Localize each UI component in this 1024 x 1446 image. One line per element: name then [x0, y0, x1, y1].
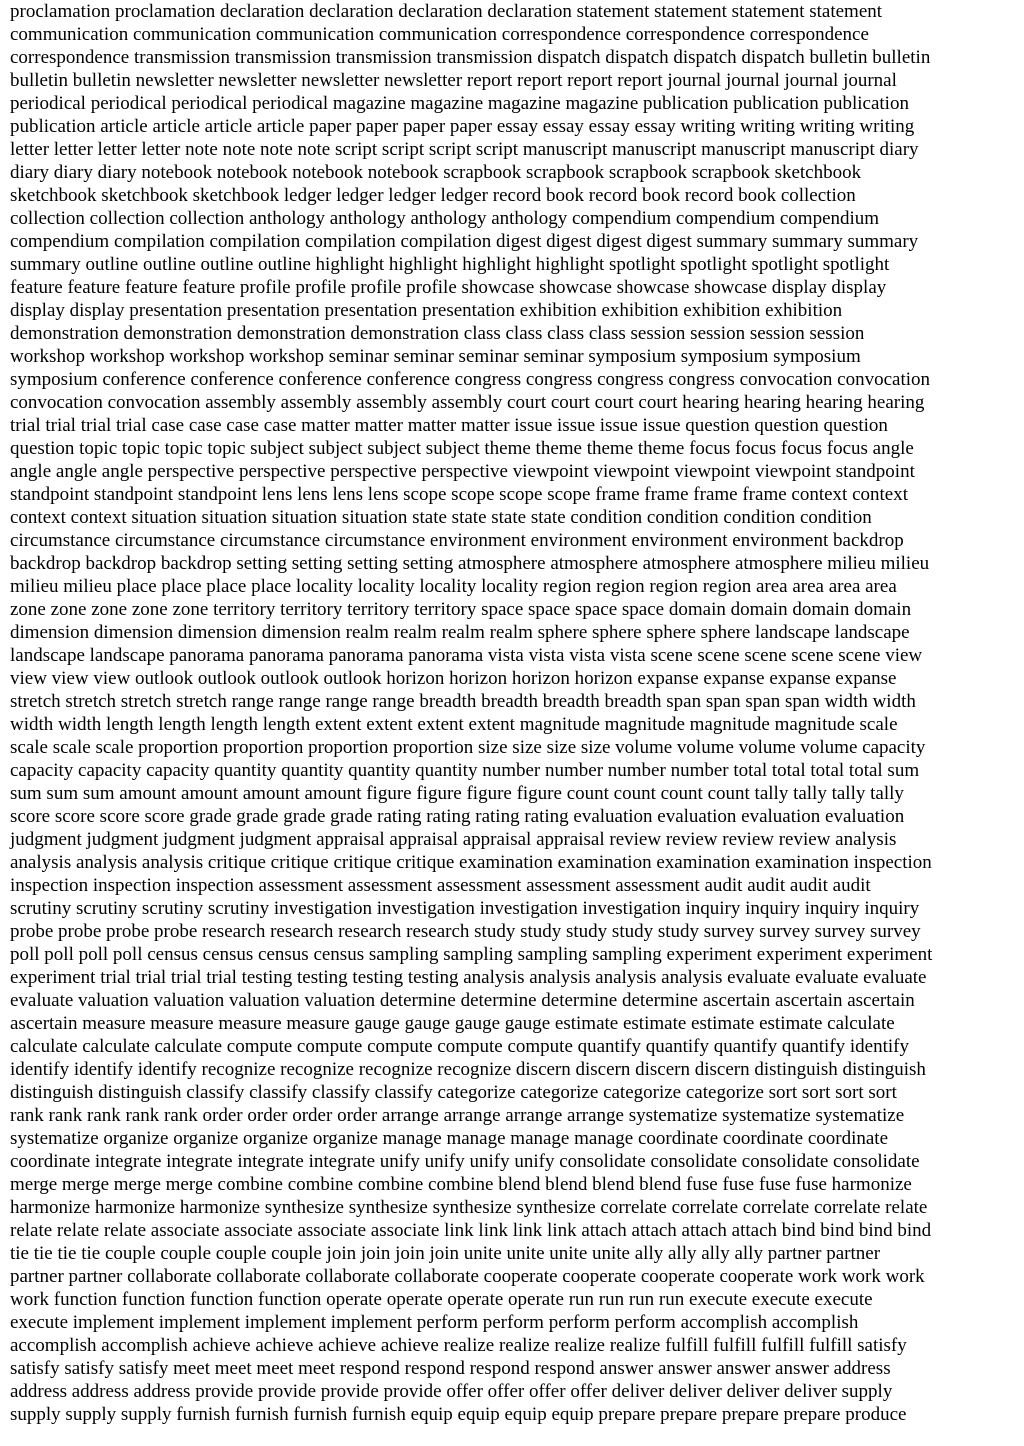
- text-line: symposium conference conference conference conference congress congress congress congress convocation convocation: [10, 369, 931, 390]
- text-line: work function function function function operate operate operate operate run run run run execute execute execute: [10, 1289, 873, 1310]
- text-line: scrutiny scrutiny scrutiny scrutiny investigation investigation investigation investigation inquiry inquiry inquiry inquiry: [10, 898, 920, 919]
- text-line: supply supply supply furnish furnish furnish furnish equip equip equip equip prepare prepare prepare prepare produce: [10, 1404, 907, 1425]
- text-line: compendium compilation compilation compilation compilation digest digest digest digest summary summary summary: [10, 231, 919, 252]
- text-line: backdrop backdrop backdrop setting setting setting setting atmosphere atmosphere atmosphere atmosphere milieu milieu: [10, 553, 930, 574]
- text-line: letter letter letter letter note note note note script script script script manuscript manuscript manuscript manuscript diary: [10, 139, 919, 160]
- text-line: feature feature feature feature profile profile profile profile showcase showcase showcase showcase display display: [10, 277, 887, 298]
- text-line: standpoint standpoint standpoint lens lens lens lens scope scope scope scope frame frame frame frame context context: [10, 484, 909, 505]
- text-line: evaluate valuation valuation valuation valuation determine determine determine determine ascertain ascertain ascertain: [10, 990, 915, 1011]
- text-line: display display presentation presentation presentation presentation exhibition exhibition exhibition exhibition: [10, 300, 843, 321]
- text-line: inspection inspection inspection assessment assessment assessment assessment assessment audit audit audit audit: [10, 875, 871, 896]
- text-line: accomplish accomplish achieve achieve achieve achieve realize realize realize realize fulfill fulfill fulfill fulfill satisfy: [10, 1335, 907, 1356]
- text-line: relate relate relate associate associate associate associate link link link link attach attach attach attach bind bind bind bind: [10, 1220, 932, 1241]
- text-line: bulletin bulletin newsletter newsletter newsletter newsletter report report report report journal journal journal journal: [10, 70, 897, 91]
- text-line: workshop workshop workshop workshop seminar seminar seminar seminar symposium symposium symposium: [10, 346, 861, 367]
- text-line: communication communication communication communication correspondence correspondence correspondence: [10, 24, 869, 45]
- text-line: view view view outlook outlook outlook outlook horizon horizon horizon horizon expanse expanse expanse expanse: [10, 668, 897, 689]
- text-line: tie tie tie tie couple couple couple couple join join join join unite unite unite unite ally ally ally ally partner partner: [10, 1243, 881, 1264]
- text-line: poll poll poll poll census census census census sampling sampling sampling sampling experiment experiment experiment: [10, 944, 933, 965]
- text-line: scale scale scale proportion proportion proportion proportion size size size size volume volume volume volume capacity: [10, 737, 926, 758]
- text-line: partner partner collaborate collaborate collaborate collaborate cooperate cooperate cooperate cooperate work work work: [10, 1266, 925, 1287]
- text-line: landscape landscape panorama panorama panorama panorama vista vista vista vista scene scene scene scene scene view: [10, 645, 923, 666]
- text-line: question topic topic topic topic subject subject subject subject theme theme theme theme focus focus focus focus angle: [10, 438, 914, 459]
- text-line: periodical periodical periodical periodical magazine magazine magazine magazine publication publication publication: [10, 93, 909, 114]
- text-line: angle angle angle perspective perspective perspective perspective viewpoint viewpoint viewpoint viewpoint standpoint: [10, 461, 915, 482]
- text-line: address address address provide provide provide provide offer offer offer offer deliver deliver deliver deliver supply: [10, 1381, 893, 1402]
- text-line: systematize organize organize organize organize manage manage manage manage coordinate coordinate coordinate: [10, 1128, 888, 1149]
- text-line: rank rank rank rank rank order order order order arrange arrange arrange arrange systematize systematize systematize: [10, 1105, 905, 1126]
- text-line: summary outline outline outline outline highlight highlight highlight highlight spotlight spotlight spotlight spotlight: [10, 254, 890, 275]
- text-line: context context situation situation situation situation state state state state condition condition condition condition: [10, 507, 872, 528]
- text-line: milieu milieu place place place place locality locality locality locality region region region region area area area area: [10, 576, 897, 597]
- text-line: analysis analysis analysis critique critique critique critique examination examination examination examination inspection: [10, 852, 932, 873]
- text-line: probe probe probe probe research research research research study study study study study survey survey survey survey: [10, 921, 921, 942]
- text-line: harmonize harmonize harmonize synthesize synthesize synthesize synthesize correlate correlate correlate correlate relate: [10, 1197, 928, 1218]
- text-line: collection collection collection anthology anthology anthology anthology compendium compendium compendium: [10, 208, 880, 229]
- text-line: identify identify identify recognize recognize recognize recognize discern discern discern discern distinguish distinguish: [10, 1059, 926, 1080]
- text-line: ascertain measure measure measure measure gauge gauge gauge gauge estimate estimate estimate estimate calculate: [10, 1013, 895, 1034]
- text-line: score score score score grade grade grade grade rating rating rating rating evaluation evaluation evaluation evaluation: [10, 806, 905, 827]
- text-line: diary diary diary notebook notebook notebook notebook scrapbook scrapbook scrapbook scrapbook sketchbook: [10, 162, 862, 183]
- text-line: publication article article article article paper paper paper paper essay essay essay essay writing writing writing writing: [10, 116, 915, 137]
- text-line: convocation convocation assembly assembly assembly assembly court court court court hearing hearing hearing hearing: [10, 392, 925, 413]
- text-line: zone zone zone zone zone territory territory territory territory space space space space domain domain domain domain: [10, 599, 912, 620]
- text-line: sum sum sum amount amount amount amount figure figure figure figure count count count count tally tally tally tally: [10, 783, 904, 804]
- text-line: coordinate integrate integrate integrate integrate unify unify unify unify consolidate consolidate consolidate consolidate: [10, 1151, 920, 1172]
- text-line: demonstration demonstration demonstration demonstration class class class class session session session session: [10, 323, 865, 344]
- text-line: correspondence transmission transmission transmission transmission dispatch dispatch dispatch dispatch bulletin bulletin: [10, 47, 931, 68]
- text-line: execute implement implement implement implement perform perform perform perform accomplish accomplish: [10, 1312, 859, 1333]
- text-line: dimension dimension dimension dimension realm realm realm realm sphere sphere sphere sphere landscape landscape: [10, 622, 910, 643]
- text-line: judgment judgment judgment judgment appraisal appraisal appraisal appraisal review review review review analysis: [10, 829, 897, 850]
- text-line: calculate calculate calculate compute compute compute compute compute quantify quantify quantify quantify identify: [10, 1036, 909, 1057]
- text-line: sketchbook sketchbook sketchbook ledger ledger ledger ledger record book record book record book collection: [10, 185, 856, 206]
- text-line: trial trial trial trial case case case case matter matter matter matter issue issue issue issue question question question: [10, 415, 888, 436]
- text-line: width width length length length length extent extent extent extent magnitude magnitude magnitude magnitude scale: [10, 714, 898, 735]
- text-line: merge merge merge merge combine combine combine combine blend blend blend blend fuse fuse fuse fuse harmonize: [10, 1174, 912, 1195]
- text-line: satisfy satisfy satisfy meet meet meet meet respond respond respond respond answer answer answer answer address: [10, 1358, 891, 1379]
- text-line: distinguish distinguish classify classify classify classify categorize categorize categorize categorize sort sort sort sort: [10, 1082, 897, 1103]
- text-line: experiment trial trial trial trial testing testing testing testing analysis analysis analysis analysis evaluate evaluate evaluate: [10, 967, 927, 988]
- text-line: stretch stretch stretch stretch range range range range breadth breadth breadth breadth span span span span width width: [10, 691, 916, 712]
- text-line: capacity capacity capacity quantity quantity quantity quantity number number number number total total total total sum: [10, 760, 920, 781]
- text-line: circumstance circumstance circumstance circumstance environment environment environment environment backdrop: [10, 530, 904, 551]
- text-line: proclamation proclamation declaration declaration declaration declaration statement statement statement statement: [10, 1, 883, 22]
